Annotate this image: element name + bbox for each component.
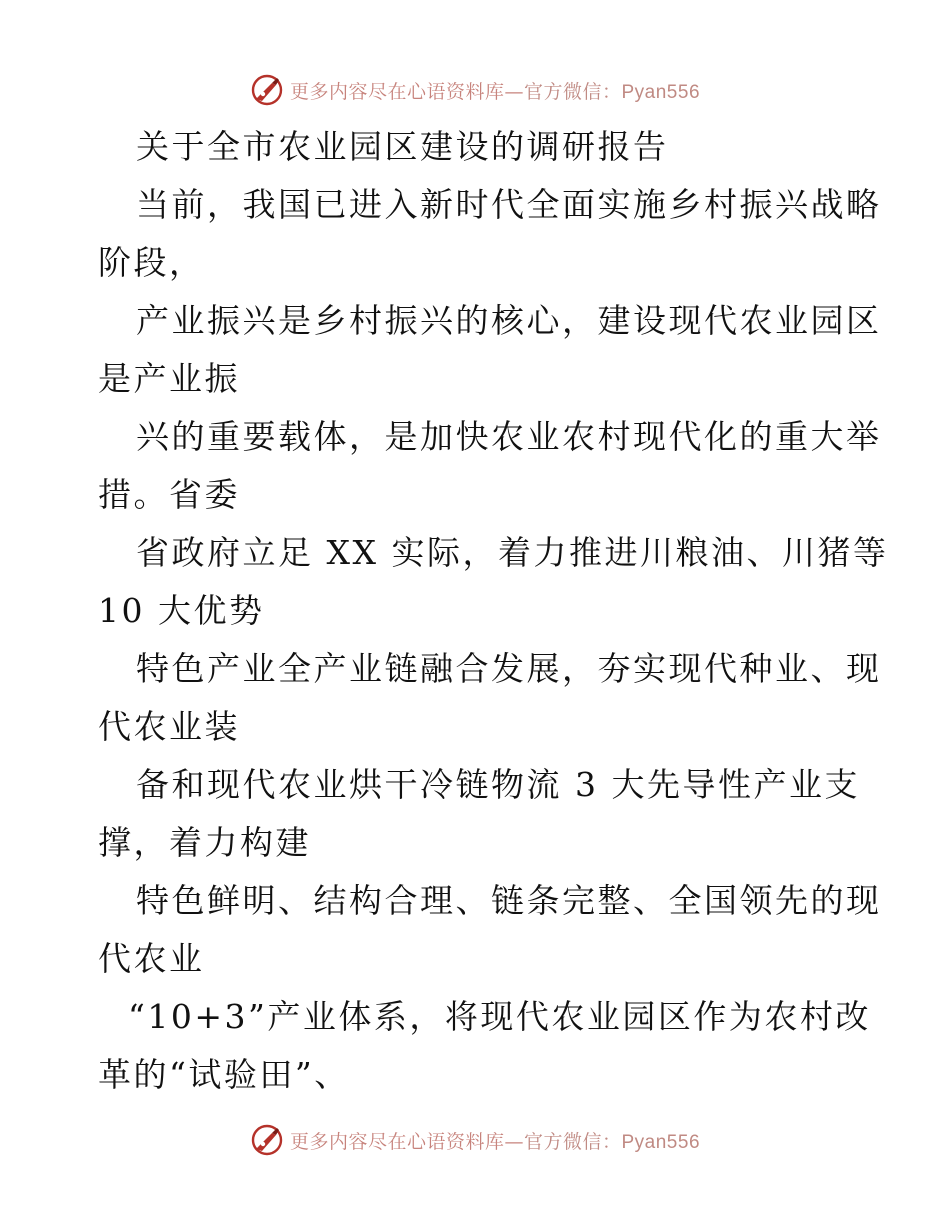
footer-watermark (0, 1118, 950, 1162)
paragraph-line: 撑，着力构建 (98, 823, 311, 862)
watermark-suffix: 官方微信：Pyan556 (524, 81, 701, 103)
paragraph-line: 革的“试验田”、 (98, 1055, 350, 1094)
document-title: 关于全市农业园区建设的调研报告 (136, 127, 669, 166)
paragraph-line: 代农业 (98, 939, 205, 978)
paragraph-line: 产业振兴是乡村振兴的核心，建设现代农业园区 (136, 301, 882, 340)
paragraph-line: 代农业装 (98, 707, 240, 746)
paragraph-line: 当前，我国已进入新时代全面实施乡村振兴战略 (136, 185, 882, 224)
watermark-main: 更多内容尽在心语资料库 (289, 80, 505, 103)
paragraph-line: 10 大优势 (98, 591, 265, 630)
watermark-dash: — (504, 80, 524, 103)
paragraph-line: “10+3”产业体系，将现代农业园区作为农村改 (128, 997, 871, 1036)
paragraph-line: 备和现代农业烘干冷链物流 3 大先导性产业支 (136, 765, 860, 804)
paragraph-line: 兴的重要载体，是加快农业农村现代化的重大举 (136, 417, 882, 456)
paragraph-line: 阶段， (98, 243, 205, 282)
watermark-text (290, 77, 700, 104)
watermark-main: 更多内容尽在心语资料库 (289, 1130, 505, 1153)
document-body (98, 118, 889, 1104)
paragraph-line: 省政府立足 XX 实际，着力推进川粮油、川猪等 (136, 533, 889, 572)
pen-logo-icon (250, 1123, 284, 1157)
paragraph-line: 是产业振 (98, 359, 240, 398)
watermark-dash: — (504, 1130, 524, 1153)
watermark-suffix: 官方微信：Pyan556 (524, 1131, 701, 1153)
paragraph-line: 特色产业全产业链融合发展，夯实现代种业、现 (136, 649, 882, 688)
pen-logo-icon (250, 73, 284, 107)
paragraph-line: 特色鲜明、结构合理、链条完整、全国领先的现 (136, 881, 882, 920)
paragraph-line: 措。省委 (98, 475, 240, 514)
watermark-text (290, 1127, 700, 1154)
header-watermark (0, 68, 950, 112)
